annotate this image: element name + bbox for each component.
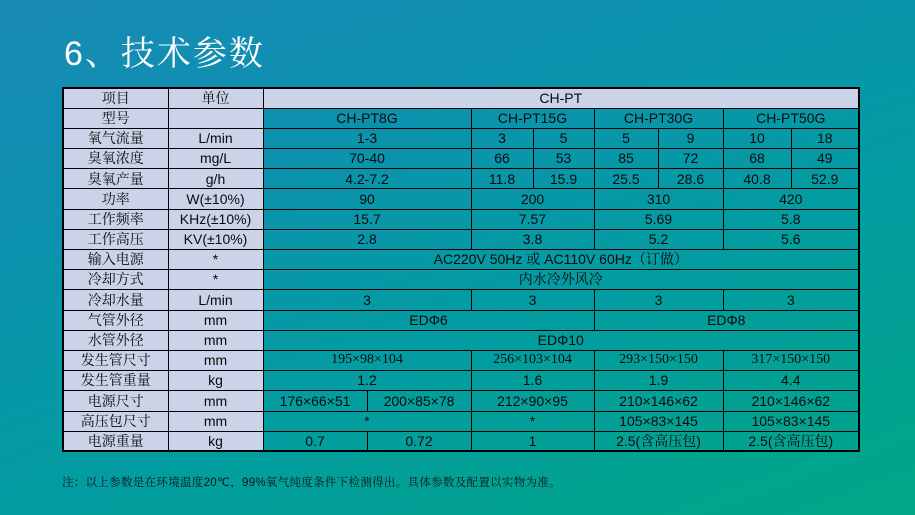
value-cell: 2.5(含高压包) — [594, 431, 723, 451]
value-cell: 3 — [471, 290, 594, 310]
value-cell: 200 — [471, 189, 594, 209]
value-cell: 3 — [263, 290, 471, 310]
value-cell: 28.6 — [658, 169, 723, 189]
table-row-input-power — [63, 250, 859, 270]
row-label-cell: 电源尺寸 — [63, 391, 168, 411]
table-row-air-pipe-od — [63, 310, 859, 330]
model-cell: CH-PT50G — [723, 108, 859, 128]
row-label-cell: 发生管尺寸 — [63, 350, 168, 370]
value-cell: * — [263, 411, 471, 431]
value-cell: 4.2-7.2 — [263, 169, 471, 189]
value-cell: 1.2 — [263, 371, 471, 391]
unit-cell: * — [168, 270, 263, 290]
value-cell: 2.5(含高压包) — [723, 431, 859, 451]
table-row-working-frequency — [63, 209, 859, 229]
value-cell: 210×146×62 — [594, 391, 723, 411]
value-cell: 25.5 — [594, 169, 658, 189]
table-row-oxygen-flow — [63, 128, 859, 148]
table-row-power-supply-weight — [63, 431, 859, 451]
unit-cell: kg — [168, 431, 263, 451]
unit-cell: mm — [168, 330, 263, 350]
value-cell: 70-40 — [263, 149, 471, 169]
value-cell: 68 — [723, 149, 791, 169]
table-row-power-supply-size — [63, 391, 859, 411]
value-cell: 3 — [723, 290, 859, 310]
value-cell: 内水冷外风冷 — [263, 270, 859, 290]
value-cell: 7.57 — [471, 209, 594, 229]
unit-cell: L/min — [168, 128, 263, 148]
value-cell: 0.72 — [367, 431, 471, 451]
unit-cell — [168, 108, 263, 128]
spec-table — [62, 87, 860, 452]
value-cell: 15.7 — [263, 209, 471, 229]
value-cell: 18 — [791, 128, 859, 148]
model-cell: CH-PT30G — [594, 108, 723, 128]
value-cell: 5.6 — [723, 229, 859, 249]
value-cell: EDΦ10 — [263, 330, 859, 350]
value-cell: 420 — [723, 189, 859, 209]
value-cell: * — [471, 411, 594, 431]
unit-cell: g/h — [168, 169, 263, 189]
row-label-cell: 氧气流量 — [63, 128, 168, 148]
value-cell: 5.69 — [594, 209, 723, 229]
model-cell: CH-PT15G — [471, 108, 594, 128]
table-row-power — [63, 189, 859, 209]
unit-cell: mm — [168, 310, 263, 330]
value-cell: 3 — [471, 128, 533, 148]
footnote: 注：以上参数是在环境温度20℃，99%氧气纯度条件下检测得出。具体参数及配置以实物为准。 — [62, 477, 561, 489]
value-cell: 1-3 — [263, 128, 471, 148]
value-cell: EDΦ8 — [594, 310, 859, 330]
value-cell: 72 — [658, 149, 723, 169]
row-label-cell: 冷却水量 — [63, 290, 168, 310]
table-row-water-pipe-od — [63, 330, 859, 350]
value-cell: 11.8 — [471, 169, 533, 189]
value-cell: 5.8 — [723, 209, 859, 229]
value-cell: 1.9 — [594, 371, 723, 391]
row-label-cell: 臭氧产量 — [63, 169, 168, 189]
value-cell: 66 — [471, 149, 533, 169]
table-row-header — [63, 88, 859, 108]
unit-cell: * — [168, 250, 263, 270]
header-item-cell: 项目 — [63, 88, 168, 108]
row-label-cell: 输入电源 — [63, 250, 168, 270]
unit-cell: W(±10%) — [168, 189, 263, 209]
model-cell: CH-PT8G — [263, 108, 471, 128]
table-row-generator-tube-size — [63, 350, 859, 370]
table-row-generator-tube-weight — [63, 371, 859, 391]
value-cell: 15.9 — [533, 169, 594, 189]
value-cell: 256×103×104 — [471, 350, 594, 370]
unit-cell: mg/L — [168, 149, 263, 169]
value-cell: 49 — [791, 149, 859, 169]
row-label-cell: 气管外径 — [63, 310, 168, 330]
value-cell: 210×146×62 — [723, 391, 859, 411]
value-cell: 90 — [263, 189, 471, 209]
value-cell: 5 — [533, 128, 594, 148]
row-label-cell: 电源重量 — [63, 431, 168, 451]
row-label-cell: 臭氧浓度 — [63, 149, 168, 169]
value-cell: 105×83×145 — [723, 411, 859, 431]
row-label-cell: 工作频率 — [63, 209, 168, 229]
value-cell: 3.8 — [471, 229, 594, 249]
row-label-cell: 工作高压 — [63, 229, 168, 249]
row-label-cell: 发生管重量 — [63, 371, 168, 391]
value-cell: 3 — [594, 290, 723, 310]
value-cell: 176×66×51 — [263, 391, 367, 411]
value-cell: AC220V 50Hz 或 AC110V 60Hz（订做） — [263, 250, 859, 270]
slide-title: 6、技术参数 — [64, 35, 265, 73]
unit-cell: KHz(±10%) — [168, 209, 263, 229]
unit-cell: mm — [168, 350, 263, 370]
value-cell: 5.2 — [594, 229, 723, 249]
value-cell: 9 — [658, 128, 723, 148]
value-cell: 195×98×104 — [263, 350, 471, 370]
value-cell: 105×83×145 — [594, 411, 723, 431]
value-cell: 10 — [723, 128, 791, 148]
value-cell: 85 — [594, 149, 658, 169]
value-cell: EDΦ6 — [263, 310, 594, 330]
unit-cell: KV(±10%) — [168, 229, 263, 249]
unit-cell: L/min — [168, 290, 263, 310]
unit-cell: kg — [168, 371, 263, 391]
value-cell: 53 — [533, 149, 594, 169]
unit-cell: mm — [168, 411, 263, 431]
table-row-ozone-output — [63, 169, 859, 189]
row-label-cell: 水管外径 — [63, 330, 168, 350]
unit-cell: mm — [168, 391, 263, 411]
table-row-cooling-water — [63, 290, 859, 310]
value-cell: 293×150×150 — [594, 350, 723, 370]
header-series-cell: CH-PT — [263, 88, 859, 108]
table-row-hv-pack-size — [63, 411, 859, 431]
header-unit-cell: 单位 — [168, 88, 263, 108]
value-cell: 40.8 — [723, 169, 791, 189]
value-cell: 4.4 — [723, 371, 859, 391]
row-label-cell: 型号 — [63, 108, 168, 128]
row-label-cell: 冷却方式 — [63, 270, 168, 290]
value-cell: 1.6 — [471, 371, 594, 391]
value-cell: 2.8 — [263, 229, 471, 249]
value-cell: 0.7 — [263, 431, 367, 451]
table-row-ozone-concentration — [63, 149, 859, 169]
value-cell: 5 — [594, 128, 658, 148]
value-cell: 52.9 — [791, 169, 859, 189]
table-row-working-voltage — [63, 229, 859, 249]
row-label-cell: 高压包尺寸 — [63, 411, 168, 431]
value-cell: 317×150×150 — [723, 350, 859, 370]
row-label-cell: 功率 — [63, 189, 168, 209]
value-cell: 1 — [471, 431, 594, 451]
table-row-models — [63, 108, 859, 128]
value-cell: 200×85×78 — [367, 391, 471, 411]
value-cell: 310 — [594, 189, 723, 209]
table-row-cooling-method — [63, 270, 859, 290]
value-cell: 212×90×95 — [471, 391, 594, 411]
